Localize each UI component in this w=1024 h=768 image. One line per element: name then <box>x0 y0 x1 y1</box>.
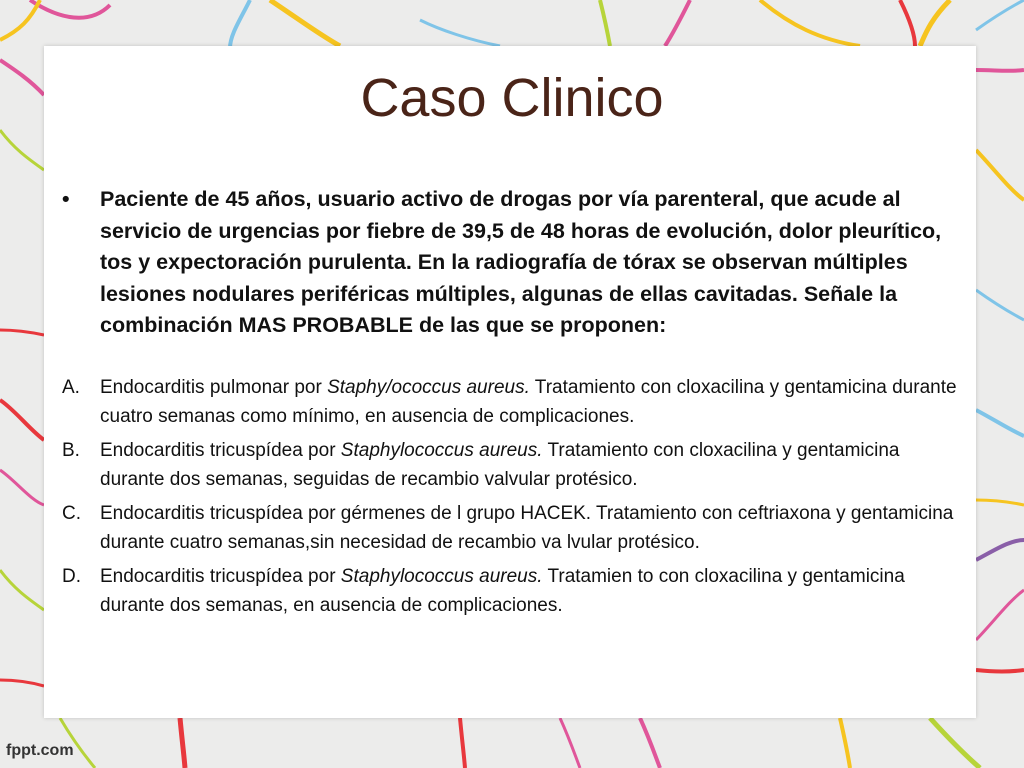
bg-line <box>900 0 915 46</box>
bg-line <box>665 0 690 46</box>
answer-options <box>62 374 962 626</box>
bg-line <box>0 400 44 440</box>
question-text: Paciente de 45 años, usuario activo de drogas por vía parenteral, que acude al servicio de urgencias por fiebre de 39,5 de 48 horas de evolución, dolor pleurítico, tos y expectoración purulenta. En la radiografía de tórax se observan múltiples lesiones nodulares periféricas múltiples, algunas de ellas cavitadas. Señale la combinación MAS PROBABLE de las que se proponen: <box>100 187 942 337</box>
bg-line <box>930 718 980 768</box>
bg-line <box>920 0 950 46</box>
bg-line <box>840 718 850 768</box>
bg-line <box>270 0 340 46</box>
bg-line <box>976 150 1024 200</box>
option-letter: A. <box>62 377 80 398</box>
bg-line <box>0 0 40 40</box>
bg-line <box>976 540 1024 560</box>
option-text: Endocarditis pulmonar por Staphy/ococcus aureus. Tratamiento con cloxacilina y gentamicina durante cuatro semanas como mínimo, en ausencia de complicaciones. <box>100 377 957 427</box>
bg-line <box>976 0 1024 30</box>
bg-line <box>976 670 1024 672</box>
option-a <box>62 374 962 431</box>
question-bullet: • <box>62 187 70 211</box>
bg-line <box>420 20 500 46</box>
option-text: Endocarditis tricuspídea por Staphylococcus aureus. Tratamien to con cloxacilina y gentamicina durante dos semanas, en ausencia de complicaciones. <box>100 566 905 616</box>
bg-line <box>230 0 250 48</box>
bg-line <box>0 570 44 610</box>
bg-line <box>976 290 1024 320</box>
bg-line <box>0 330 44 335</box>
bg-line <box>460 718 465 768</box>
question-block <box>62 184 962 342</box>
option-letter: C. <box>62 503 81 524</box>
option-c <box>62 500 962 557</box>
bg-line <box>0 680 44 686</box>
bg-line <box>180 718 185 768</box>
slide-title: Caso Clinico <box>360 68 664 128</box>
bg-line <box>600 0 610 46</box>
option-b <box>62 437 962 494</box>
bg-line <box>640 718 660 768</box>
bg-line <box>760 0 860 46</box>
bg-line <box>30 0 110 18</box>
bg-line <box>560 718 580 768</box>
option-text: Endocarditis tricuspídea por Staphylococcus aureus. Tratamiento con cloxacilina y gentamicina durante dos semanas, seguidas de recambio valvular protésico. <box>100 440 900 490</box>
option-letter: B. <box>62 440 80 461</box>
bg-line <box>0 470 44 505</box>
option-letter: D. <box>62 566 81 587</box>
bg-line <box>976 500 1024 505</box>
option-d <box>62 563 962 620</box>
bg-line <box>0 130 44 170</box>
watermark: fppt.com <box>6 742 74 759</box>
bg-line <box>976 590 1024 640</box>
bg-line <box>976 410 1024 436</box>
option-text: Endocarditis tricuspídea por gérmenes de l grupo HACEK. Tratamiento con ceftriaxona y gentamicina durante cuatro semanas,sin necesidad de recambio va lvular protésico. <box>100 503 954 553</box>
